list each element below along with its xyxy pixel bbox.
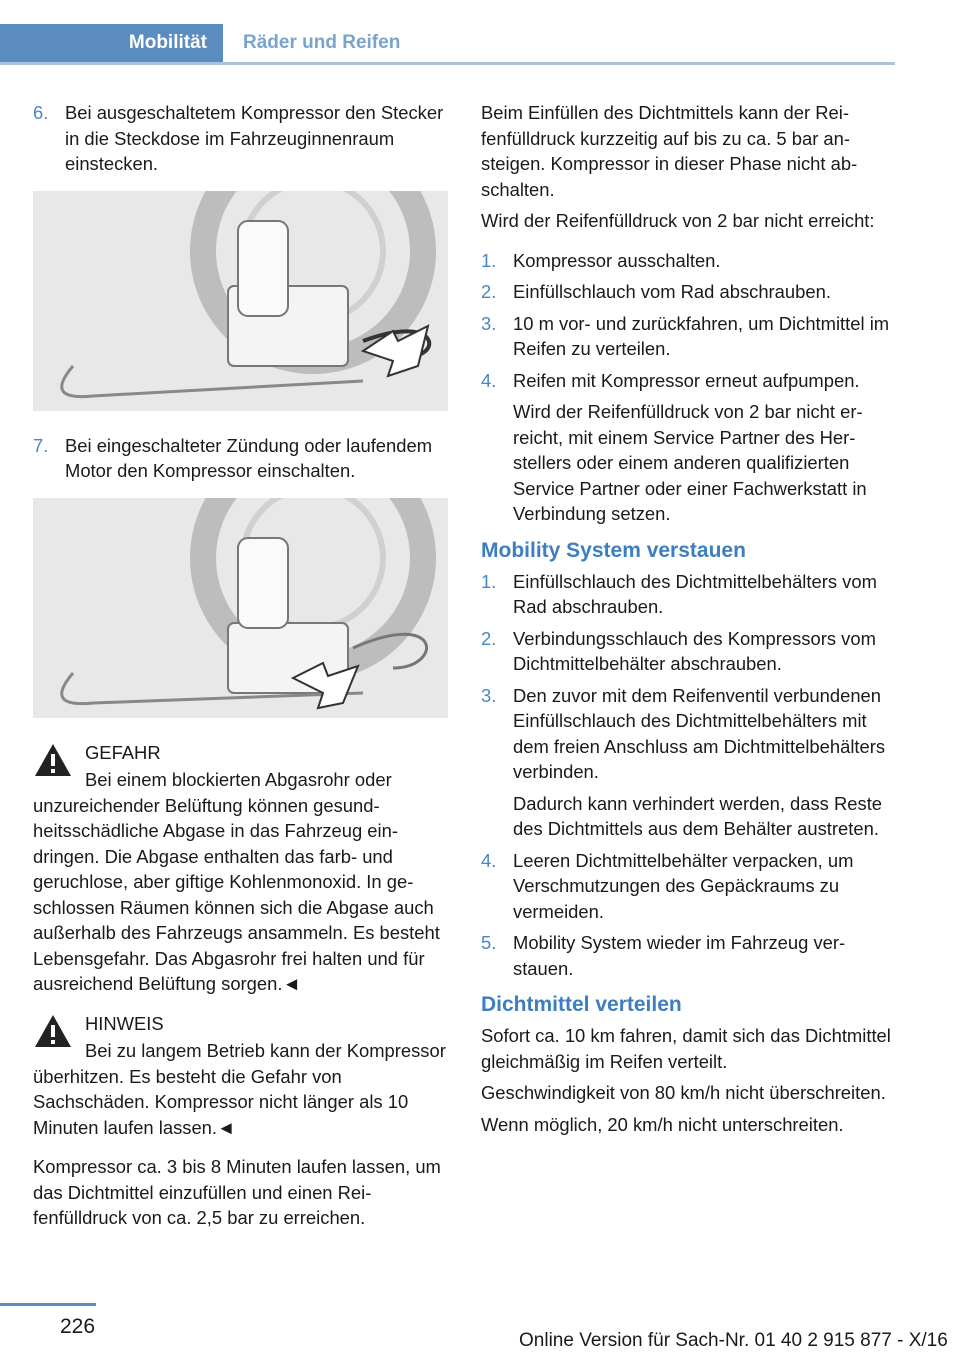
section-heading: Mobility System verstauen <box>481 538 746 562</box>
compressor-illustration <box>33 498 448 718</box>
warning-triangle-icon <box>33 742 73 778</box>
step-number: 7. <box>33 434 49 456</box>
section-heading: Dichtmittel verteilen <box>481 993 682 1016</box>
step-subtext: Wird der Reifenfülldruck von 2 bar nicht erreicht, mit einem Service Partner des Herstellers oder einem anderen qualifizierten Service Partner oder einer Fachwerkstatt in Verbindung setzen. <box>513 401 867 524</box>
step-text: Kompressor ausschalten. <box>513 249 721 271</box>
list-item <box>481 848 896 925</box>
list-item <box>481 683 896 842</box>
body-paragraph: Sofort ca. 10 km fahren, damit sich das Dichtmittel gleichmäßig im Reifen verteilt. <box>481 1025 891 1072</box>
step-text: Den zuvor mit dem Reifenventil verbundenen Einfüllschlauch des Dichtmittelbehälters mit dem freien Anschluss am Dichtmittelbehälters verbinden. <box>513 684 886 782</box>
step-number: 2. <box>481 627 497 649</box>
footer-version-text: Online Version für Sach-Nr. 01 40 2 915 877 - X/16 <box>519 1330 948 1351</box>
step-number: 5. <box>481 932 497 953</box>
step-number: 1. <box>481 249 497 271</box>
step-number: 1. <box>481 570 497 592</box>
compressor-switch-figure <box>33 498 448 718</box>
body-paragraph: Beim Einfüllen des Dichtmittels kann der Reifenfülldruck kurzzeitig auf bis zu ca. 5 bar ansteigen. Kompressor in dieser Phase nicht abschalten. <box>481 102 858 200</box>
section-tab-mobilitaet: Mobilität <box>0 24 223 62</box>
step-6 <box>33 100 448 177</box>
list-item <box>481 368 896 527</box>
note-text: Bei zu langem Betrieb kann der Kompressor überhitzen. Es besteht die Gefahr von Sachschäden. Kompressor nicht länger als 10 Minuten laufen lassen.◄ <box>33 1040 446 1138</box>
body-paragraph: Kompressor ca. 3 bis 8 Minuten laufen lassen, um das Dichtmittel einzufüllen und einen Reifenfülldruck von ca. 2,5 bar zu erreichen. <box>33 1156 441 1228</box>
step-text: Leeren Dichtmittelbehälter verpacken, um Verschmutzungen des Gepäckraums zu vermeiden. <box>513 849 854 922</box>
step-number: 2. <box>481 281 497 302</box>
list-item <box>481 248 896 274</box>
footer-rule <box>0 1303 96 1306</box>
step-text: 10 m vor- und zurückfahren, um Dichtmittel im Reifen zu verteilen. <box>513 312 890 359</box>
page-number: 226 <box>60 1315 96 1338</box>
note-title: HINWEIS <box>85 1012 164 1034</box>
body-paragraph: Wird der Reifenfülldruck von 2 bar nicht erreicht: <box>481 210 875 231</box>
step-text: Bei ausgeschaltetem Kompressor den Stecker in die Steckdose im Fahrzeuginnenraum einstecken. <box>65 102 444 174</box>
page-header <box>0 24 895 65</box>
list-item <box>481 311 896 362</box>
step-text: Verbindungsschlauch des Kompressors vom Dichtmittelbehälter abschrauben. <box>513 627 876 674</box>
danger-notice <box>33 740 448 997</box>
step-subtext: Dadurch kann verhindert werden, dass Reste des Dichtmittels aus dem Behälter austreten. <box>513 792 883 839</box>
list-item <box>481 626 896 677</box>
compressor-plug-figure <box>33 191 448 411</box>
note-notice <box>33 1011 448 1141</box>
body-paragraph: Geschwindigkeit von 80 km/h nicht überschreiten. <box>481 1082 886 1103</box>
step-number: 4. <box>481 849 497 871</box>
compressor-illustration <box>33 191 448 411</box>
step-text: Mobility System wieder im Fahrzeug verstauen. <box>513 932 846 979</box>
list-item <box>481 930 896 981</box>
step-number: 3. <box>481 312 497 334</box>
step-number: 3. <box>481 684 497 706</box>
left-column <box>33 100 448 1237</box>
list-item <box>481 569 896 620</box>
section-tab-raeder: Räder und Reifen <box>243 32 401 53</box>
step-number: 6. <box>33 102 49 123</box>
step-text: Einfüllschlauch des Dichtmittelbehälters vom Rad abschrauben. <box>513 570 877 617</box>
step-text: Bei eingeschalteter Zündung oder laufendem Motor den Kompressor einschalten. <box>65 434 433 481</box>
danger-text: Bei einem blockierten Abgasrohr oder unzureichender Belüftung können gesundheitsschädliche Abgase in das Fahrzeug eindringen. Die Abgase enthalten das farb- und geruchlose, aber giftige Kohlenmonoxid. In geschlossen Räumen können sich die Abgase auch außerhalb des Fahrzeugs ansammeln. Es besteht Lebensgefahr. Das Abgasrohr frei halten und für ausreichend Belüftung sorgen.◄ <box>33 769 440 994</box>
step-number: 4. <box>481 369 497 391</box>
step-text: Reifen mit Kompressor erneut aufpumpen. <box>513 369 860 391</box>
warning-triangle-icon <box>33 1013 73 1049</box>
step-7 <box>33 433 448 484</box>
body-paragraph: Wenn möglich, 20 km/h nicht unterschreiten. <box>481 1113 844 1135</box>
right-column <box>481 100 896 1143</box>
danger-title: GEFAHR <box>85 741 161 763</box>
list-item <box>481 279 896 305</box>
step-text: Einfüllschlauch vom Rad abschrauben. <box>513 281 831 302</box>
